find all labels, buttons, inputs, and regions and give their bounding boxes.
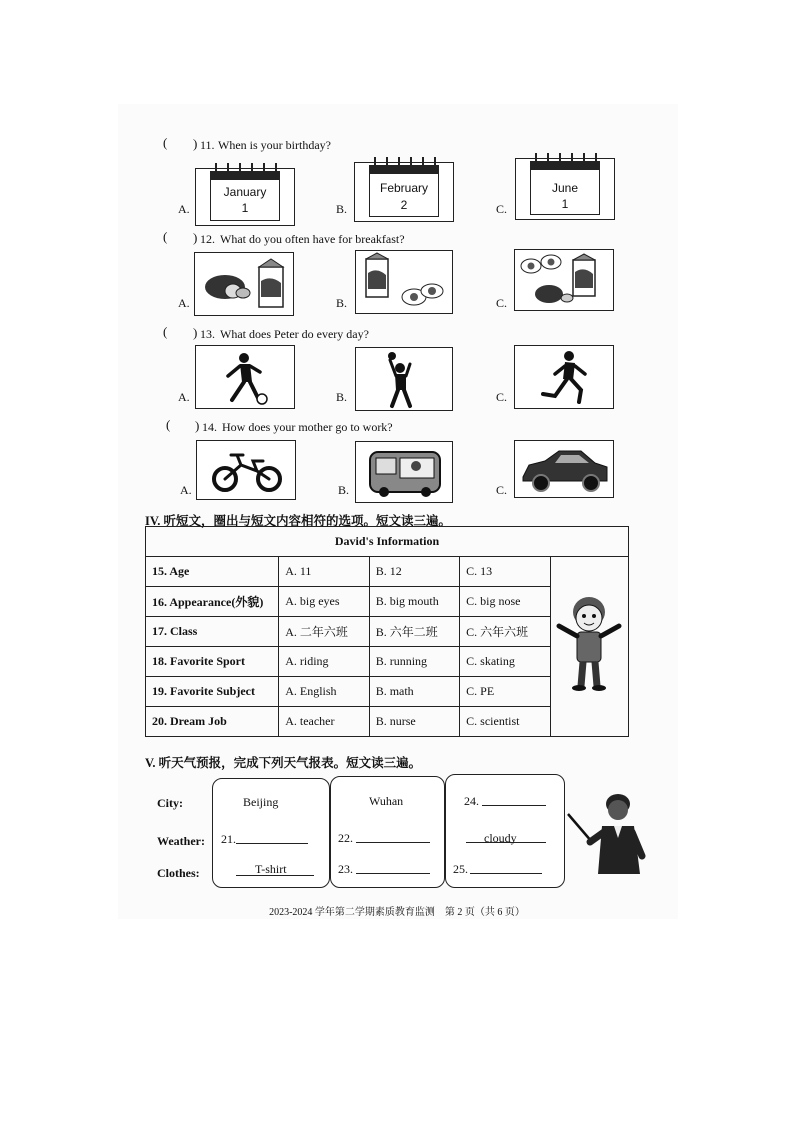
option-letter: A.	[178, 296, 190, 310]
milk-eggs-icon	[356, 251, 452, 313]
clothes-beijing: T-shirt	[255, 862, 287, 876]
blank-22-number: 22.	[338, 831, 353, 845]
question-text: What do you often have for breakfast?	[220, 232, 405, 246]
calendar-day: 2	[400, 198, 408, 212]
table-title: David's Information	[146, 527, 629, 557]
row-label: 16. Appearance(外貌)	[146, 587, 279, 617]
weather-presenter-icon	[566, 790, 650, 884]
option-letter: A.	[180, 483, 192, 497]
blank-21-number: 21.	[221, 832, 236, 846]
calendar-picture-february-2[interactable]	[354, 162, 454, 222]
football-player-icon	[196, 346, 294, 408]
clothes-beijing-underline	[236, 875, 314, 876]
section-5-title: V. 听天气预报，完成下列天气报表。短文读三遍。	[145, 756, 422, 770]
blank-24-input[interactable]	[482, 805, 546, 806]
option-b[interactable]: B. 六年二班	[369, 617, 459, 647]
option-letter: B.	[336, 296, 348, 310]
option-c[interactable]: C. big nose	[460, 587, 550, 617]
blank-21-input[interactable]	[236, 843, 308, 844]
calendar-rings-icon	[210, 163, 280, 177]
question-number: 13.	[200, 327, 215, 341]
blank-23-input[interactable]	[356, 873, 430, 874]
eggs-milk-bread-picture[interactable]	[514, 249, 614, 311]
answer-paren-close: )	[193, 136, 198, 151]
blank-22-input[interactable]	[356, 842, 430, 843]
option-a[interactable]: A. big eyes	[279, 587, 369, 617]
question-text: How does your mother go to work?	[222, 420, 393, 434]
row-label: 17. Class	[146, 617, 279, 647]
calendar-month: February	[379, 181, 429, 195]
table-row	[146, 557, 629, 587]
row-label: 20. Dream Job	[146, 707, 279, 737]
answer-paren-close: )	[195, 418, 200, 433]
answer-paren-close: )	[193, 325, 198, 340]
weather-cloudy-underline	[466, 842, 546, 843]
option-letter: A.	[178, 390, 190, 404]
option-c[interactable]: C. PE	[460, 677, 550, 707]
option-letter: C.	[496, 390, 508, 404]
option-a[interactable]: A. English	[279, 677, 369, 707]
option-letter: C.	[496, 483, 508, 497]
weather-cloudy: cloudy	[484, 831, 517, 845]
blank-25-number: 25.	[453, 862, 468, 876]
answer-paren-open: (	[163, 324, 168, 339]
calendar-picture-june-1[interactable]	[515, 158, 615, 220]
answer-paren-close: )	[193, 230, 198, 245]
bus-picture[interactable]	[355, 441, 453, 503]
option-c[interactable]: C. skating	[460, 647, 550, 677]
question-text: When is your birthday?	[218, 138, 331, 152]
option-b[interactable]: B. math	[369, 677, 459, 707]
calendar-rings-icon	[530, 153, 600, 167]
option-letter: B.	[338, 483, 350, 497]
boy-picture-cell	[550, 557, 628, 737]
bread-milk-icon	[195, 253, 293, 315]
city-wuhan: Wuhan	[369, 794, 404, 808]
blank-23-number: 23.	[338, 862, 353, 876]
city-beijing: Beijing	[243, 795, 279, 809]
question-number: 12.	[200, 232, 215, 246]
option-letter: B.	[336, 390, 348, 404]
option-a[interactable]: A. 11	[279, 557, 369, 587]
boy-cartoon-icon	[551, 590, 627, 700]
option-b[interactable]: B. nurse	[369, 707, 459, 737]
runner-icon	[515, 346, 613, 408]
bike-icon	[197, 441, 295, 499]
calendar-day: 1	[241, 201, 249, 215]
option-c[interactable]: C. 13	[460, 557, 550, 587]
option-a[interactable]: A. 二年六班	[279, 617, 369, 647]
option-letter: C.	[496, 202, 508, 216]
weather-label: Weather:	[157, 834, 205, 848]
section-4-title: IV. 听短文，圈出与短文内容相符的选项。短文读三遍。	[145, 514, 452, 528]
answer-paren-open: (	[166, 417, 171, 432]
option-letter: B.	[336, 202, 348, 216]
option-b[interactable]: B. big mouth	[369, 587, 459, 617]
question-number: 11.	[200, 138, 215, 152]
davids-information-table	[145, 526, 629, 737]
option-a[interactable]: A. teacher	[279, 707, 369, 737]
question-text: What does Peter do every day?	[220, 327, 369, 341]
calendar-picture-january-1[interactable]	[195, 168, 295, 226]
volleyball-player-icon	[356, 348, 452, 410]
calendar-month: June	[551, 181, 579, 195]
bus-icon	[356, 442, 452, 502]
bike-picture[interactable]	[196, 440, 296, 500]
question-number: 14.	[202, 420, 217, 434]
answer-paren-open: (	[163, 229, 168, 244]
calendar-rings-icon	[369, 157, 439, 171]
option-letter: A.	[178, 202, 190, 216]
running-picture[interactable]	[514, 345, 614, 409]
option-a[interactable]: A. riding	[279, 647, 369, 677]
playing-football-picture[interactable]	[195, 345, 295, 409]
eggs-milk-bread-icon	[515, 250, 613, 310]
bread-and-milk-picture[interactable]	[194, 252, 294, 316]
calendar-month: January	[223, 185, 267, 199]
playing-volleyball-picture[interactable]	[355, 347, 453, 411]
row-label: 19. Favorite Subject	[146, 677, 279, 707]
option-b[interactable]: B. running	[369, 647, 459, 677]
city-label: City:	[157, 796, 183, 810]
blank-25-input[interactable]	[470, 873, 542, 874]
answer-paren-open: (	[163, 135, 168, 150]
option-letter: C.	[496, 296, 508, 310]
option-b[interactable]: B. 12	[369, 557, 459, 587]
calendar-day: 1	[561, 197, 569, 211]
page-footer: 2023-2024 学年第二学期素质教育监测 第 2 页（共 6 页）	[269, 907, 525, 918]
car-picture[interactable]	[514, 440, 614, 498]
row-label: 15. Age	[146, 557, 279, 587]
milk-and-eggs-picture[interactable]	[355, 250, 453, 314]
car-icon	[515, 441, 613, 497]
option-c[interactable]: C. 六年六班	[460, 617, 550, 647]
option-c[interactable]: C. scientist	[460, 707, 550, 737]
row-label: 18. Favorite Sport	[146, 647, 279, 677]
blank-24-number: 24.	[464, 794, 479, 808]
clothes-label: Clothes:	[157, 866, 200, 880]
